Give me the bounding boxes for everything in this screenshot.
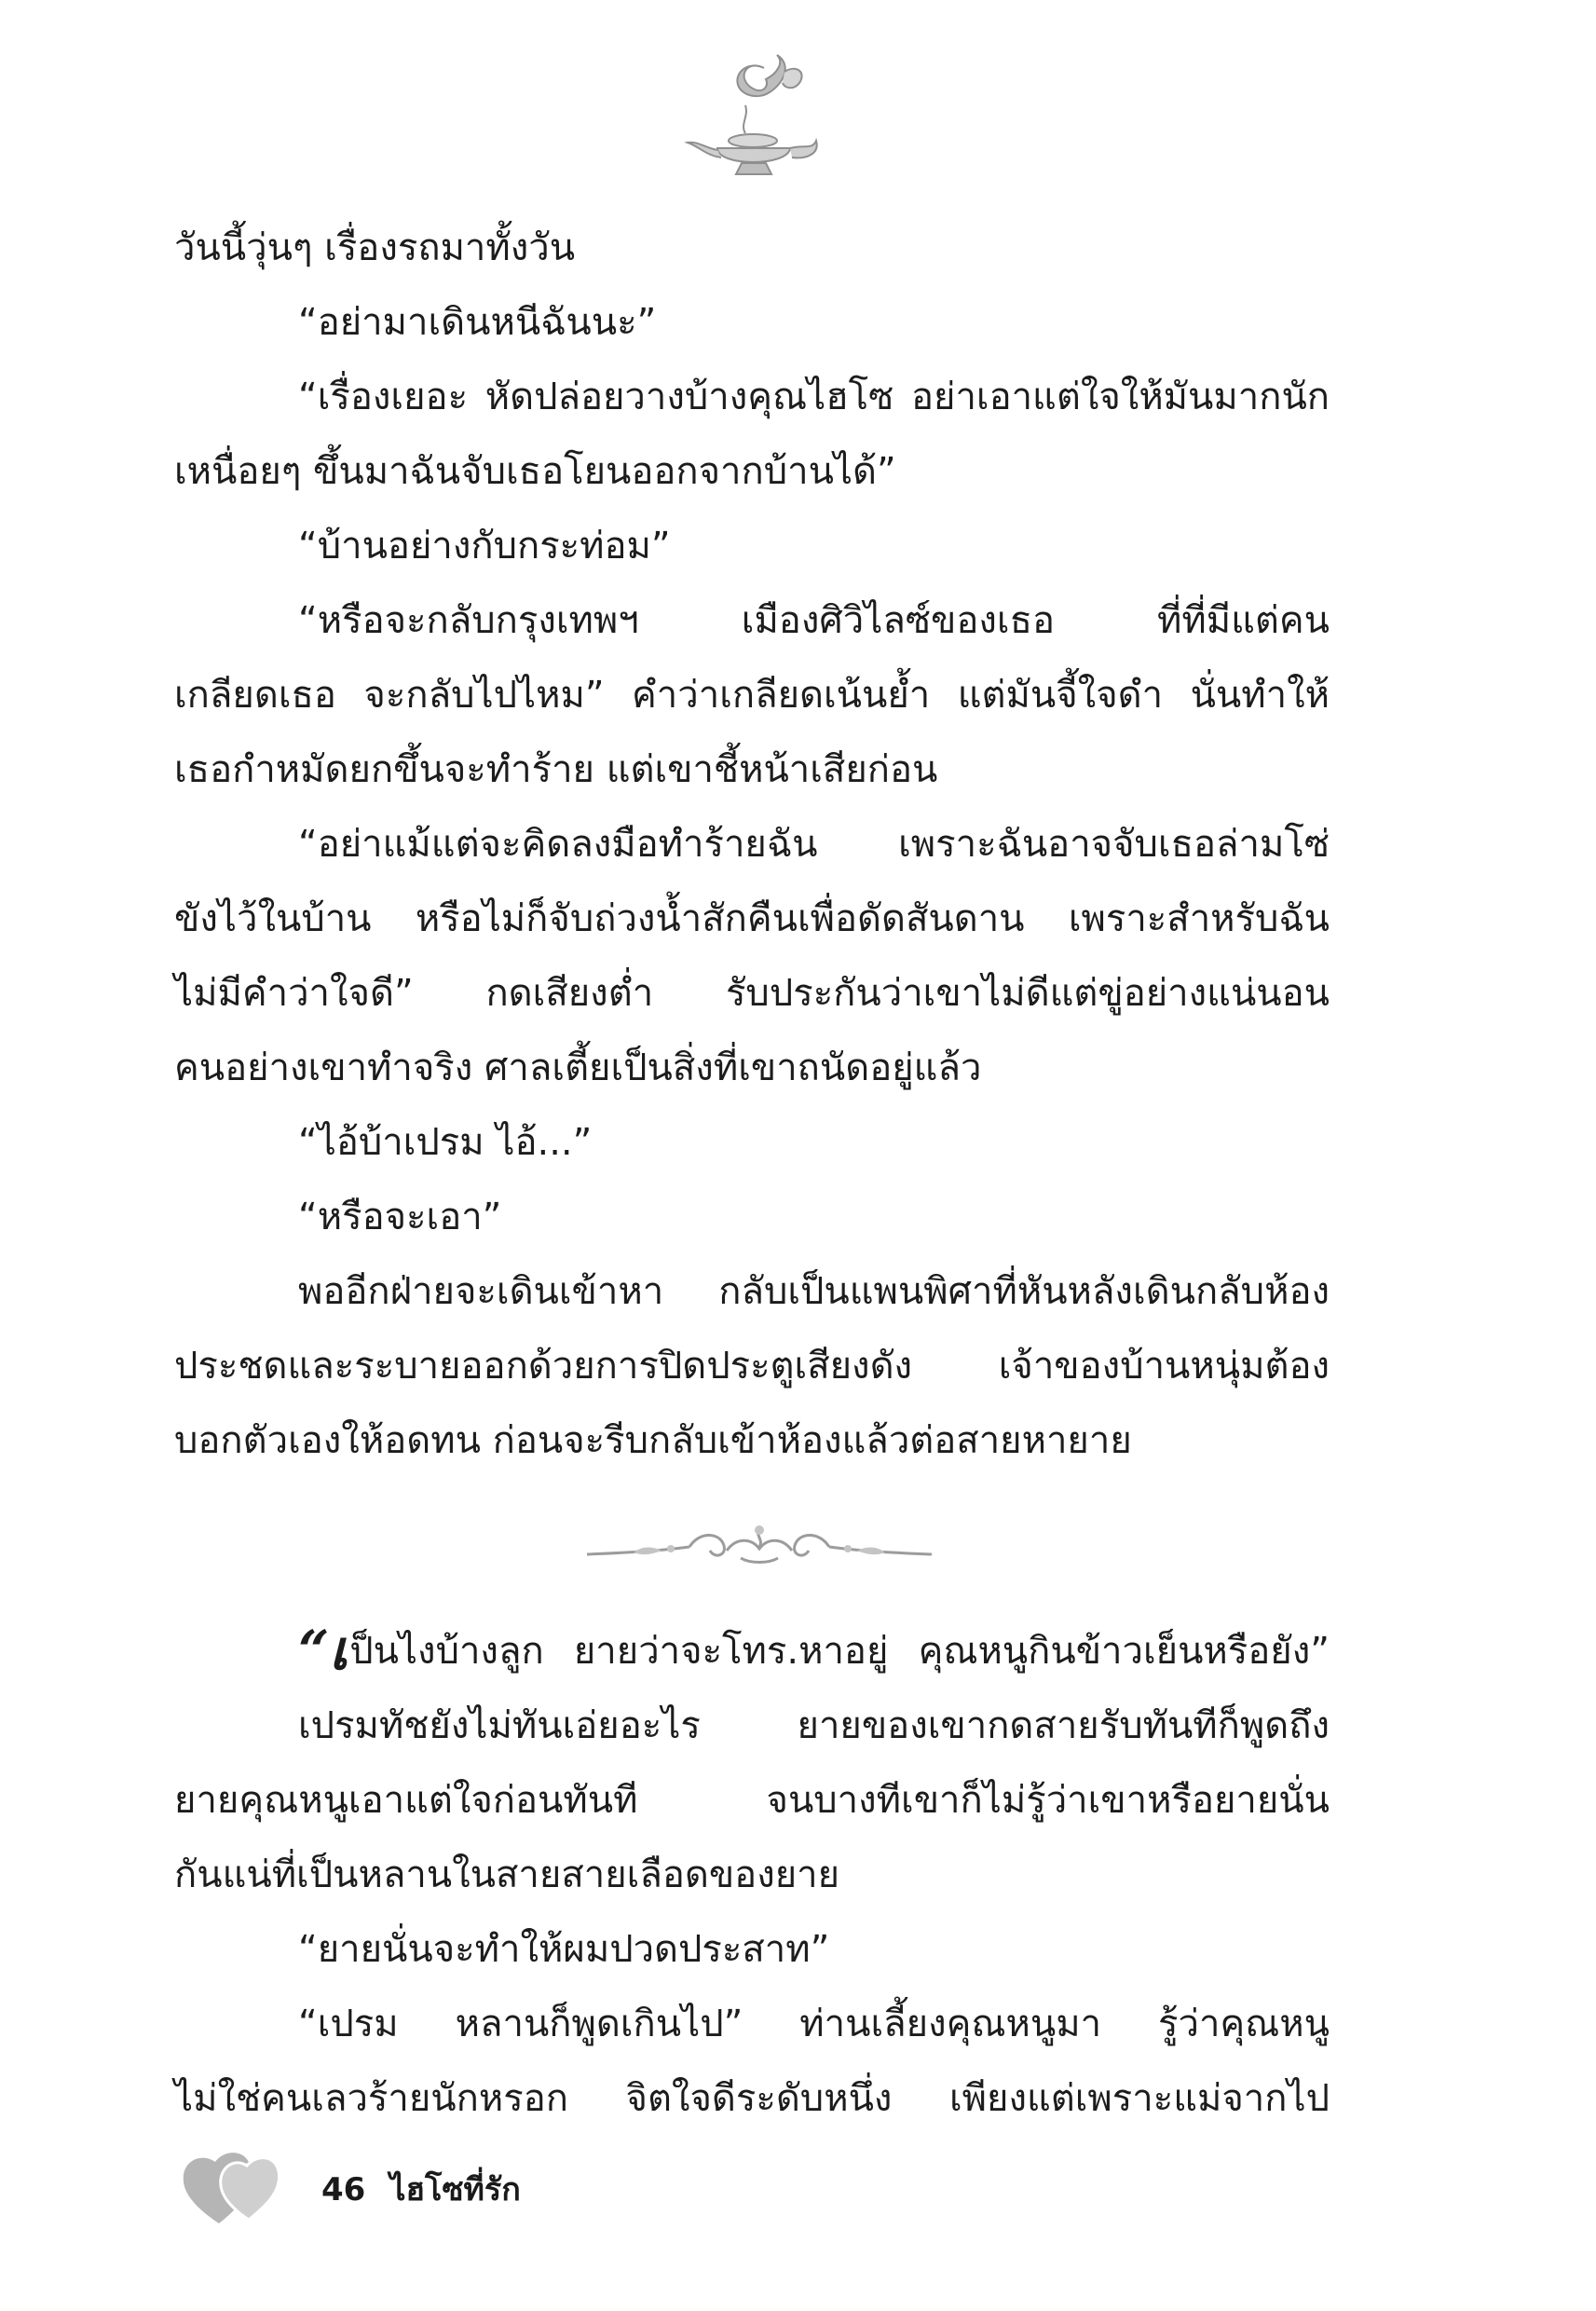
paragraph-line: “ยายนั่นจะทำให้ผมปวดประสาท” <box>298 1928 830 1971</box>
text-block-section-1 <box>174 211 1330 1478</box>
lamp-ornament-icon <box>680 51 829 182</box>
paragraph-line: ยายคุณหนูเอาแต่ใจก่อนทันที จนบางทีเขาก็ไม่รู้ว่าเขาหรือยายนั่น <box>174 1779 1330 1822</box>
paragraph-line-dropcap <box>174 1614 1330 1689</box>
paragraph-line: “ไอ้บ้าเปรม ไอ้...” <box>298 1121 593 1164</box>
paragraph-line: คนอย่างเขาทำจริง ศาลเตี้ยเป็นสิ่งที่เขาถนัดอยู่แล้ว <box>174 1046 982 1089</box>
flourish-divider-icon <box>578 1519 941 1575</box>
paragraph-line: “เปรม หลานก็พูดเกินไป” ท่านเลี้ยงคุณหนูมา รู้ว่าคุณหนู <box>298 2003 1330 2045</box>
paragraph-line: ประชดและระบายออกด้วยการปิดประตูเสียงดัง เจ้าของบ้านหนุ่มต้อง <box>174 1345 1330 1388</box>
paragraph-line: วันนี้วุ่นๆ เรื่องรถมาทั้งวัน <box>174 226 576 269</box>
paragraph-line: ไม่มีคำว่าใจดี” กดเสียงต่ำ รับประกันว่าเขาไม่ดีแต่ขู่อย่างแน่นอน <box>174 972 1330 1015</box>
paragraph-line: เธอกำหมัดยกขึ้นจะทำร้าย แต่เขาชี้หน้าเสียก่อน <box>174 748 938 791</box>
paragraph-line: ขังไว้ในบ้าน หรือไม่ก็จับถ่วงน้ำสักคืนเพื่อดัดสันดาน เพราะสำหรับฉัน <box>174 897 1330 940</box>
footer-text <box>321 2164 545 2214</box>
paragraph-line: บอกตัวเองให้อดทน ก่อนจะรีบกลับเข้าห้องแล้วต่อสายหายาย <box>174 1419 1132 1462</box>
paragraph-line: “อย่าแม้แต่จะคิดลงมือทำร้ายฉัน เพราะฉันอาจจับเธอล่ามโซ่ <box>298 823 1330 866</box>
paragraph-line: เปรมทัชยังไม่ทันเอ่ยอะไร ยายของเขากดสายรับทันทีก็พูดถึง <box>298 1704 1330 1747</box>
paragraph-line: เหนื่อยๆ ขึ้นมาฉันจับเธอโยนออกจากบ้านได้” <box>174 450 896 493</box>
paragraph-line: “หรือจะกลับกรุงเทพฯ เมืองศิวิไลซ์ของเธอ ที่ที่มีแต่คน <box>298 599 1330 642</box>
paragraph-line: กันแน่ที่เป็นหลานในสายสายเลือดของยาย <box>174 1853 840 1896</box>
paragraph-line: พออีกฝ่ายจะเดินเข้าหา กลับเป็นแพนพิศาที่หันหลังเดินกลับห้อง <box>298 1270 1330 1313</box>
paragraph-line: ไม่ใช่คนเลวร้ายนักหรอก จิตใจดีระดับหนึ่ง เพียงแต่เพราะแม่จากไป <box>174 2077 1330 2120</box>
paragraph-line: “บ้านอย่างกับกระท่อม” <box>298 525 671 567</box>
dropcap-line-text: ป็นไงบ้างลูก ยายว่าจะโทร.หาอยู่ คุณหนูกินข้าวเย็นหรือยัง” <box>349 1630 1330 1673</box>
paragraph-line: “เรื่องเยอะ หัดปล่อยวางบ้างคุณไฮโซ อย่าเอาแต่ใจให้มันมากนัก <box>298 376 1330 418</box>
hearts-icon <box>182 2143 289 2227</box>
page-number: 46 <box>321 2171 366 2208</box>
book-title: ไฮโซที่รัก <box>389 2171 521 2208</box>
page-footer <box>182 2143 741 2227</box>
paragraph-line: เกลียดเธอ จะกลับไปไหม” คำว่าเกลียดเน้นย้ำ แต่มันจี้ใจดำ นั่นทำให้ <box>174 674 1330 717</box>
paragraph-line: “หรือจะเอา” <box>298 1196 502 1238</box>
text-block-section-2 <box>174 1614 1330 2136</box>
dropcap: “เ <box>298 1619 348 1682</box>
paragraph-line: “อย่ามาเดินหนีฉันนะ” <box>298 301 657 344</box>
